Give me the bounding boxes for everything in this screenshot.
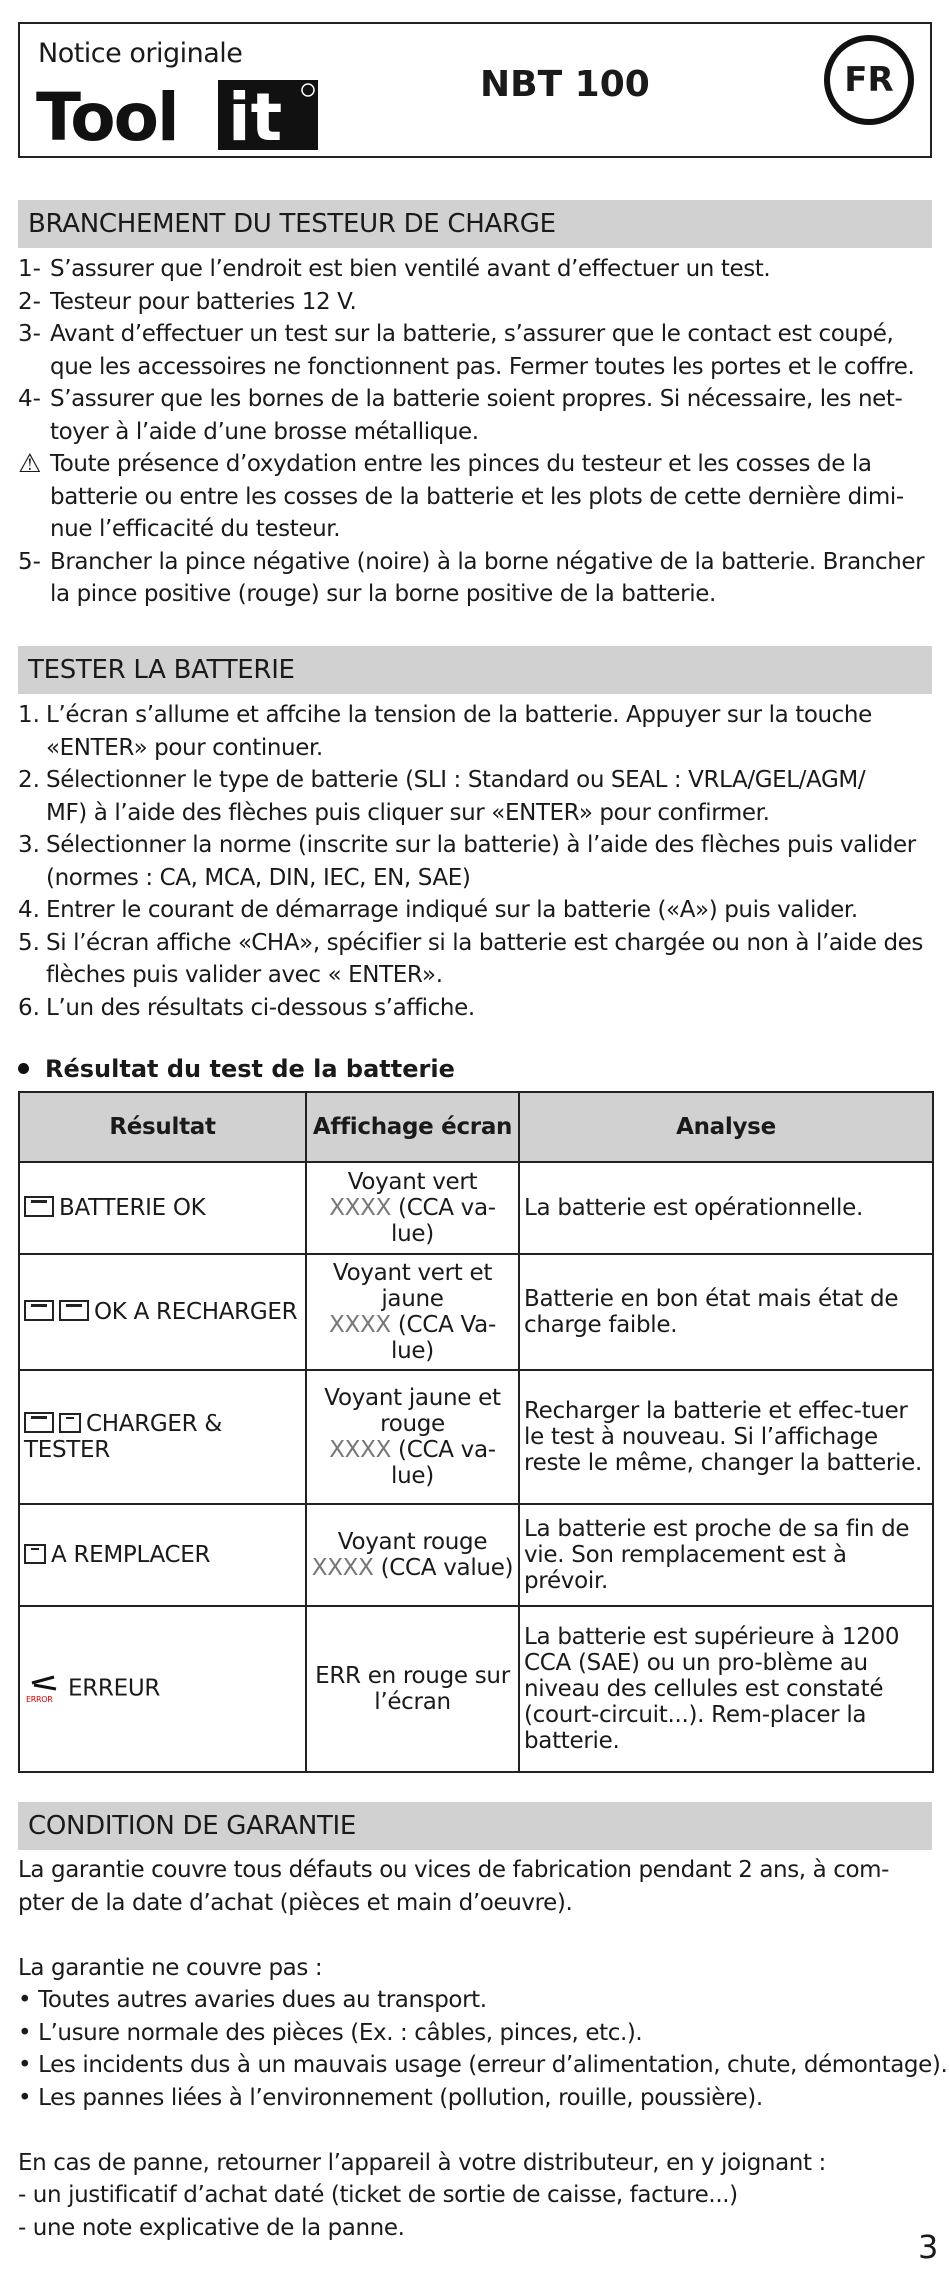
list-item-text: L’un des résultats ci-dessous s’affiche. <box>46 995 475 1021</box>
display-text: Voyant vert <box>347 1169 478 1195</box>
battery-icon <box>59 1300 89 1321</box>
result-cell <box>19 1254 306 1370</box>
battery-icon <box>24 1300 54 1321</box>
list-item: • Les incidents dus à un mauvais usage (erreur d’alimentation, chute, démontage). <box>18 2052 948 2078</box>
analysis-cell: La batterie est opérationnelle. <box>519 1162 933 1254</box>
section-title-branchement: BRANCHEMENT DU TESTEUR DE CHARGE <box>18 200 932 248</box>
display-value: XXXX <box>329 1312 391 1338</box>
notice-label: Notice originale <box>38 38 243 69</box>
list-item-text: la pince positive (rouge) sur la borne positive de la batterie. <box>50 581 716 607</box>
warranty-paragraph: - un justificatif d’achat daté (ticket de sortie de caisse, facture...) <box>18 2182 738 2208</box>
column-header-result: Résultat <box>19 1092 306 1162</box>
list-item: • Toutes autres avaries dues au transport. <box>18 1987 487 2013</box>
list-number: 1. <box>18 702 40 728</box>
display-cell <box>306 1370 519 1504</box>
list-item: • Les pannes liées à l’environnement (pollution, rouille, poussière). <box>18 2085 763 2111</box>
result-text: ERREUR <box>68 1675 161 1702</box>
list-item-text: MF) à l’aide des flèches puis cliquer sur «ENTER» pour confirmer. <box>46 800 770 826</box>
svg-text:ERROR: ERROR <box>26 1695 53 1704</box>
display-value: XXXX <box>329 1195 392 1221</box>
result-cell <box>19 1504 306 1606</box>
list-item-text: flèches puis valider avec « ENTER». <box>46 962 443 988</box>
list-item-text: toyer à l’aide d’une brosse métallique. <box>50 419 479 445</box>
display-text: Voyant vert et jaune <box>332 1260 493 1312</box>
display-unit: (CCA va-lue) <box>391 1437 496 1489</box>
list-item-text: Entrer le courant de démarrage indiqué sur la batterie («A») puis valider. <box>46 897 858 923</box>
analysis-cell: Batterie en bon état mais état de charge faible. <box>519 1254 933 1370</box>
table-header-row <box>19 1092 933 1162</box>
column-header-analysis: Analyse <box>519 1092 933 1162</box>
result-text: A REMPLACER <box>51 1542 211 1568</box>
warning-icon: ⚠ <box>18 449 42 479</box>
result-text: CHARGER & TESTER <box>24 1411 222 1463</box>
table-row <box>19 1504 933 1606</box>
result-text: OK A RECHARGER <box>94 1299 298 1325</box>
battery-icon <box>24 1412 54 1433</box>
analysis-cell: La batterie est proche de sa fin de vie. Son remplacement est à prévoir. <box>519 1504 933 1606</box>
result-cell <box>19 1606 306 1772</box>
section-title-garantie: CONDITION DE GARANTIE <box>18 1802 932 1850</box>
display-cell <box>306 1254 519 1370</box>
bullet-icon <box>18 1063 29 1074</box>
list-item-text: Si l’écran affiche «CHA», spécifier si la batterie est chargée ou non à l’aide des <box>46 930 924 956</box>
list-item-text: batterie ou entre les cosses de la batterie et les plots de cette dernière dimi- <box>50 484 904 510</box>
display-unit: (CCA Va-lue) <box>390 1312 496 1364</box>
list-number: 2- <box>18 289 41 315</box>
warranty-paragraph: pter de la date d’achat (pièces et main d’oeuvre). <box>18 1890 573 1916</box>
list-item-text: que les accessoires ne fonctionnent pas. Fermer toutes les portes et le coffre. <box>50 354 915 380</box>
results-heading <box>18 1055 455 1083</box>
list-number: 5- <box>18 549 41 575</box>
result-text: BATTERIE OK <box>59 1195 206 1221</box>
table-row <box>19 1606 933 1772</box>
document-header <box>18 22 932 158</box>
list-item-text: Brancher la pince négative (noire) à la borne négative de la batterie. Brancher <box>50 549 925 575</box>
list-item-text: Toute présence d’oxydation entre les pinces du testeur et les cosses de la <box>50 451 872 477</box>
table-row <box>19 1370 933 1504</box>
list-item-text: S’assurer que l’endroit est bien ventilé avant d’effectuer un test. <box>50 256 771 282</box>
warranty-paragraph: En cas de panne, retourner l’appareil à votre distributeur, en y joignant : <box>18 2150 826 2176</box>
analysis-cell: Recharger la batterie et effec-tuer le test à nouveau. Si l’affichage reste le même, changer la batterie. <box>519 1370 933 1504</box>
list-item-text: (normes : CA, MCA, DIN, IEC, EN, SAE) <box>46 865 471 891</box>
warranty-exclusions-intro: La garantie ne couvre pas : <box>18 1955 323 1981</box>
result-cell <box>19 1162 306 1254</box>
column-header-display: Affichage écran <box>306 1092 519 1162</box>
display-cell: ERR en rouge sur l’écran <box>306 1606 519 1772</box>
error-icon <box>24 1673 68 1705</box>
results-heading-text: Résultat du test de la batterie <box>45 1055 455 1083</box>
list-item-text: «ENTER» pour continuer. <box>46 735 323 761</box>
display-cell <box>306 1162 519 1254</box>
battery-replace-icon <box>24 1544 46 1564</box>
list-number: 2. <box>18 767 40 793</box>
brand-logo <box>32 80 324 152</box>
battery-charge-icon <box>59 1413 81 1433</box>
list-number: 5. <box>18 930 40 956</box>
page-number: 3 <box>918 2228 939 2266</box>
section-title-tester: TESTER LA BATTERIE <box>18 646 932 694</box>
list-item-text: L’écran s’allume et affcihe la tension de la batterie. Appuyer sur la touche <box>46 702 872 728</box>
list-item-text: Avant d’effectuer un test sur la batterie, s’assurer que le contact est coupé, <box>50 321 894 347</box>
display-unit: (CCA value) <box>373 1555 514 1581</box>
display-text: Voyant rouge <box>337 1529 488 1555</box>
list-item-text: Sélectionner le type de batterie (SLI : Standard ou SEAL : VRLA/GEL/AGM/ <box>46 767 866 793</box>
svg-text:it: it <box>228 80 283 152</box>
list-number: 4- <box>18 386 41 412</box>
display-unit: (CCA va-lue) <box>391 1195 496 1247</box>
display-text: Voyant jaune et rouge <box>324 1385 501 1437</box>
battery-icon <box>24 1196 54 1217</box>
list-number: 6. <box>18 995 40 1021</box>
svg-text:Tool: Tool <box>36 80 178 152</box>
analysis-cell: La batterie est supérieure à 1200 CCA (SAE) ou un pro-blème au niveau des cellules est constaté (court-circuit...). Rem-placer la batterie. <box>519 1606 933 1772</box>
model-name: NBT 100 <box>480 64 650 105</box>
table-row <box>19 1254 933 1370</box>
results-table <box>18 1091 934 1773</box>
display-cell <box>306 1504 519 1606</box>
list-item-text: nue l’efficacité du testeur. <box>50 516 341 542</box>
list-number: 4. <box>18 897 40 923</box>
list-item: • L’usure normale des pièces (Ex. : câbles, pinces, etc.). <box>18 2020 643 2046</box>
display-value: XXXX <box>329 1437 392 1463</box>
warranty-paragraph: La garantie couvre tous défauts ou vices de fabrication pendant 2 ans, à com- <box>18 1857 890 1883</box>
list-number: 3- <box>18 321 41 347</box>
language-badge: FR <box>824 35 914 125</box>
list-item-text: Testeur pour batteries 12 V. <box>50 289 357 315</box>
list-item-text: S’assurer que les bornes de la batterie soient propres. Si nécessaire, les net- <box>50 386 903 412</box>
list-item-text: Sélectionner la norme (inscrite sur la batterie) à l’aide des flèches puis valider <box>46 832 916 858</box>
warranty-paragraph: - une note explicative de la panne. <box>18 2215 405 2241</box>
display-value: XXXX <box>311 1555 374 1581</box>
list-number: 3. <box>18 832 40 858</box>
result-cell <box>19 1370 306 1504</box>
list-number: 1- <box>18 256 41 282</box>
table-row <box>19 1162 933 1254</box>
